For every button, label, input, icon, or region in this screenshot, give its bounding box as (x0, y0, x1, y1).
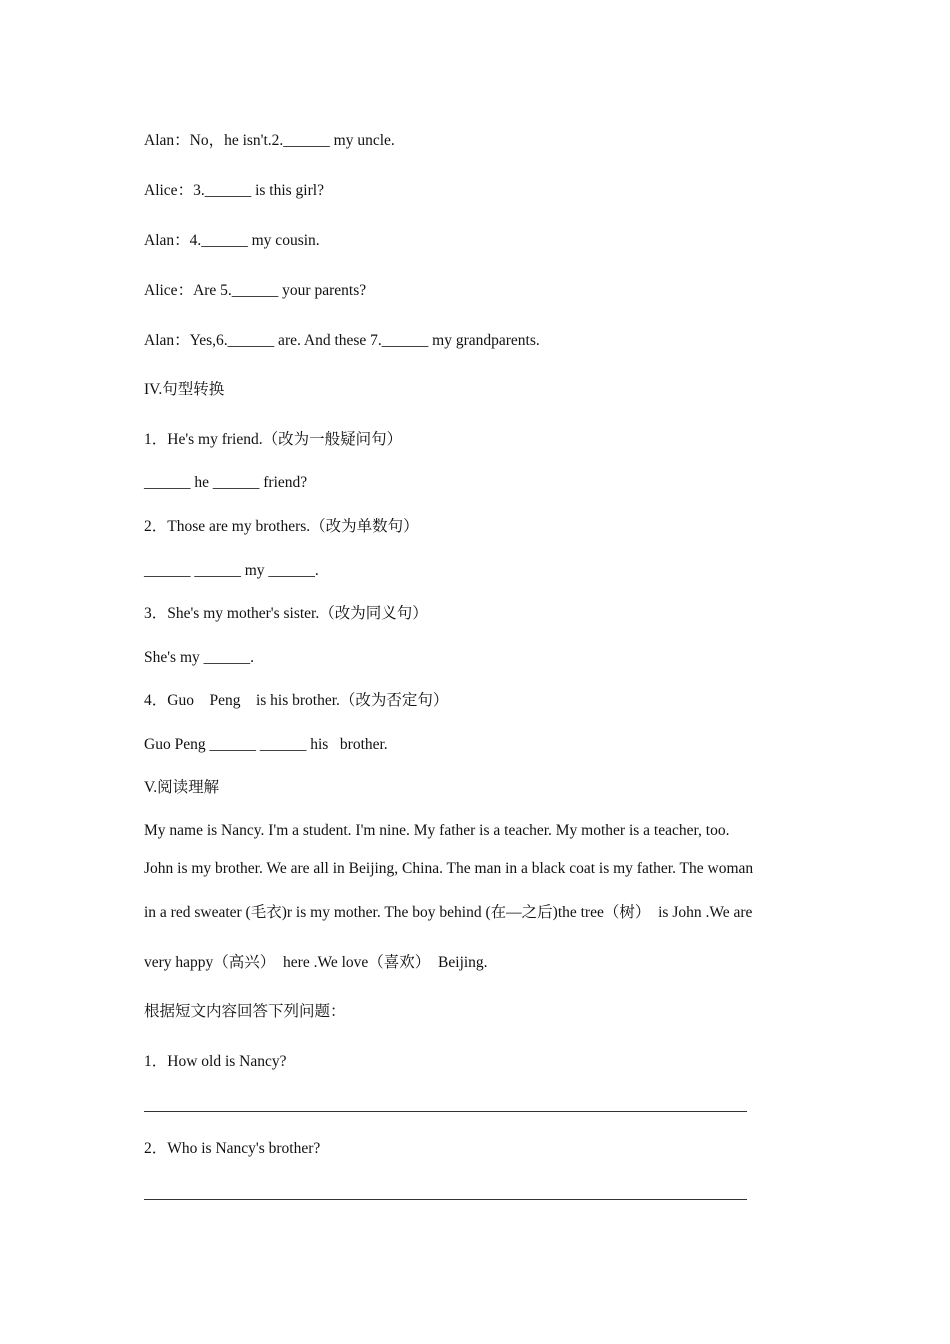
reading-question-2: 2．Who is Nancy's brother? (144, 1140, 321, 1157)
transform-answer-3: She's my ______. (144, 649, 255, 666)
transform-question-2: 2．Those are my brothers.（改为单数句） (144, 518, 419, 535)
transform-question-4: 4．Guo Peng is his brother.（改为否定句） (144, 692, 449, 709)
section-5-title: V.阅读理解 (144, 779, 220, 796)
answer-line-2[interactable] (144, 1199, 747, 1200)
transform-answer-4: Guo Peng ______ ______ his brother. (144, 736, 388, 753)
passage-line-2: John is my brother. We are all in Beijing, China. The man in a black coat is my father. The woman (144, 860, 754, 877)
dialogue-line-6: Alan：Yes,6.______ are. And these 7.______ my grandparents. (144, 332, 540, 349)
dialogue-line-3: Alice：3.______ is this girl? (144, 182, 324, 199)
dialogue-line-4: Alan：4.______ my cousin. (144, 232, 320, 249)
dialogue-line-5: Alice：Are 5.______ your parents? (144, 282, 367, 299)
transform-answer-1: ______ he ______ friend? (144, 474, 308, 491)
passage-line-4: very happy（高兴） here .We love（喜欢） Beijing. (144, 954, 488, 971)
dialogue-line-2: Alan：No，he isn't.2.______ my uncle. (144, 132, 395, 149)
answer-line-1[interactable] (144, 1111, 747, 1112)
passage-line-3: in a red sweater (毛衣)r is my mother. The boy behind (在—之后)the tree（树） is John .We are (144, 904, 753, 921)
passage-line-1: My name is Nancy. I'm a student. I'm nine. My father is a teacher. My mother is a teacher, too. (144, 822, 730, 839)
reading-question-1: 1．How old is Nancy? (144, 1053, 287, 1070)
transform-question-3: 3．She's my mother's sister.（改为同义句） (144, 605, 428, 622)
reading-instruction: 根据短文内容回答下列问题： (144, 1003, 346, 1020)
transform-question-1: 1．He's my friend.（改为一般疑问句） (144, 431, 403, 448)
section-4-title: IV.句型转换 (144, 381, 225, 398)
transform-answer-2: ______ ______ my ______. (144, 562, 319, 579)
